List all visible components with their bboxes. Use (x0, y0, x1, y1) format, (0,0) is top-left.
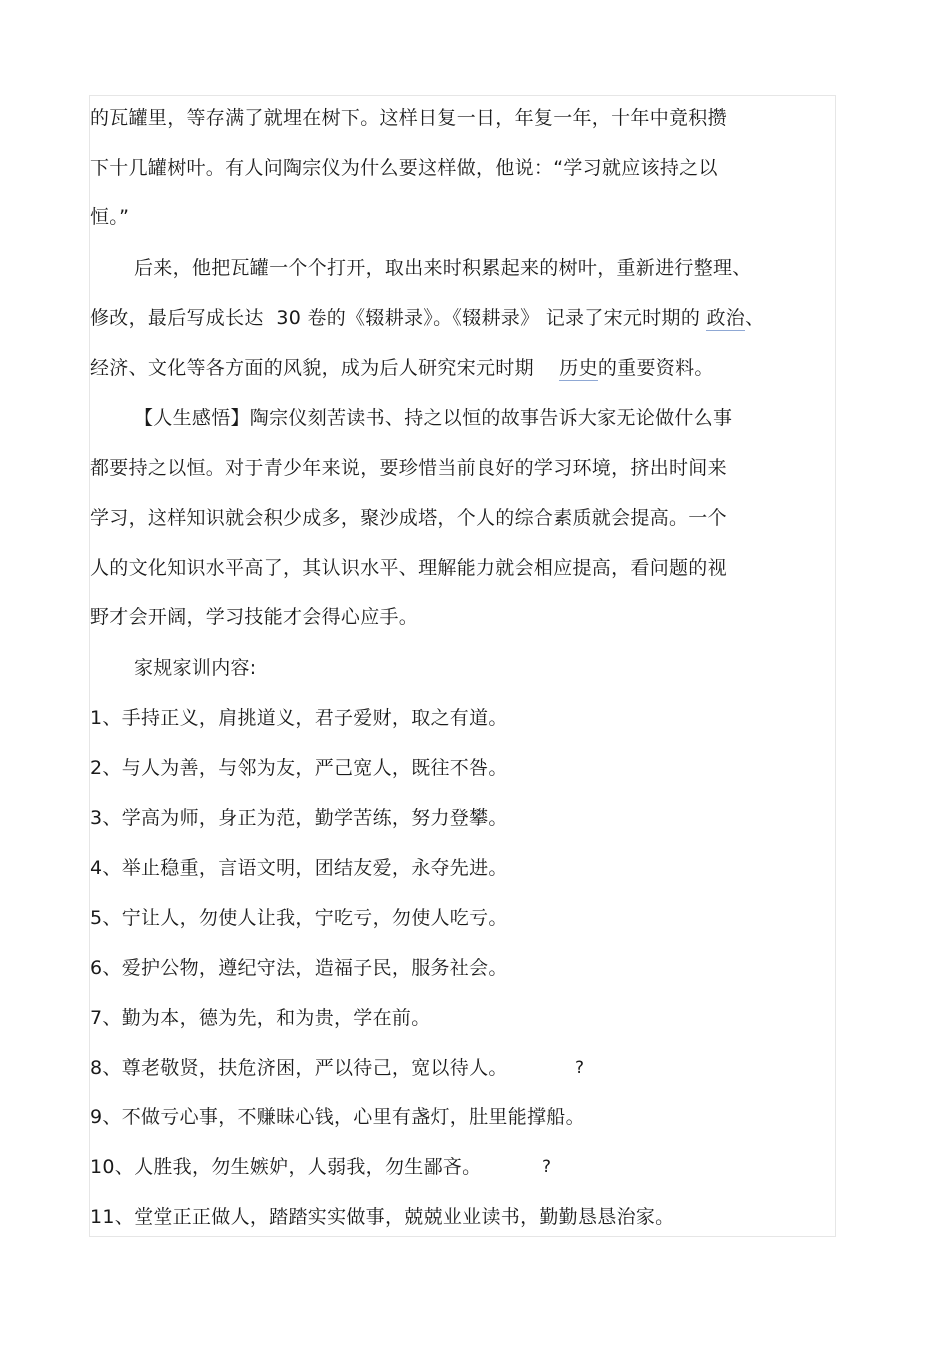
rule-item: 9、不做亏心事，不赚昧心钱，心里有盏灯，肚里能撑船。 (90, 1106, 585, 1128)
story-line: 后来，他把瓦罐一个个打开，取出来时积累起来的树叶，重新进行整理、 (134, 257, 752, 279)
story-line: 的瓦罐里，等存满了就埋在树下。这样日复一日，年复一年，十年中竟积攒 (90, 107, 727, 129)
story-line (90, 305, 764, 331)
rule-item: 10、人胜我，勿生嫉妒，人弱我，勿生鄙吝。 (90, 1156, 482, 1178)
rule-item: 5、宁让人，勿使人让我，宁吃亏，勿使人吃亏。 (90, 907, 508, 929)
insight-line: 都要持之以恒。对于青少年来说，要珍惜当前良好的学习环境，挤出时间来 (90, 457, 727, 479)
link-politics[interactable]: 政治 (706, 307, 746, 329)
story-line (90, 355, 714, 381)
rule-item: 1、手持正义，肩挑道义，君子爱财，取之有道。 (90, 707, 508, 729)
rule-item: 7、勤为本，德为先，和为贵，学在前。 (90, 1007, 431, 1029)
question-mark: ? (542, 1157, 552, 1177)
link-history[interactable]: 历史 (559, 357, 598, 379)
rule-item: 11、堂堂正正做人，踏踏实实做事，兢兢业业读书，勤勤恳恳治家。 (90, 1206, 675, 1228)
story-text: 经济、文化等各方面的风貌，成为后人研究宋元时期 (90, 357, 560, 379)
story-line: 恒。” (90, 206, 130, 228)
insight-line: 【人生感悟】陶宗仪刻苦读书、持之以恒的故事告诉大家无论做什么事 (134, 407, 733, 429)
rule-item: 3、学高为师，身正为范，勤学苦练，努力登攀。 (90, 807, 508, 829)
rule-item: 4、举止稳重，言语文明，团结友爱，永夺先进。 (90, 857, 508, 879)
rule-item: 6、爱护公物，遵纪守法，造福子民，服务社会。 (90, 957, 508, 979)
insight-line: 人的文化知识水平高了，其认识水平、理解能力就会相应提高，看问题的视 (90, 557, 727, 579)
rule-item: 8、尊老敬贤，扶危济困，严以待己，宽以待人。 (90, 1057, 508, 1079)
rules-heading: 家规家训内容: (134, 657, 257, 679)
story-text: 、 (745, 307, 765, 329)
story-text: 的重要资料。 (597, 357, 714, 379)
rule-item: 2、与人为善，与邻为友，严己宽人，既往不咎。 (90, 757, 508, 779)
insight-line: 野才会开阔，学习技能才会得心应手。 (90, 606, 419, 628)
story-text: 修改，最后写成长达 30 卷的《辍耕录》。《辍耕录》 记录了宋元时期的 (90, 307, 707, 329)
insight-line: 学习，这样知识就会积少成多，聚沙成塔，个人的综合素质就会提高。一个 (90, 507, 727, 529)
question-mark: ? (575, 1058, 585, 1078)
story-line: 下十几罐树叶。有人问陶宗仪为什么要这样做，他说：“学习就应该持之以 (90, 157, 718, 179)
